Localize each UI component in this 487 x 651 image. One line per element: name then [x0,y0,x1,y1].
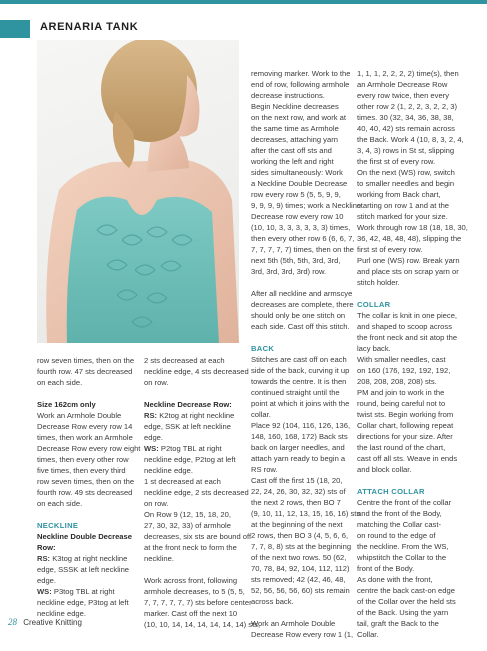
text-line: Cast off the first 15 (18, 20, [251,476,343,485]
text-line: point at which it joins with the [251,399,350,408]
text-line: Collar. [357,630,379,639]
text-line: next 5th (5th, 5th, 3rd, 3rd, [251,256,341,265]
text-line: 3, 4, 3) rows in St st, slipping [357,146,455,155]
text-line: edge. [37,576,57,585]
rs-label: RS: [37,554,51,563]
text-line: P3tog TBL at right [51,587,115,596]
text-line: K3tog at right neckline [50,554,128,563]
text-line: and block collar. [357,465,412,474]
text-line: 40, 40, 42) sts remain across [357,124,455,133]
text-line: With smaller needles, cast [357,355,446,364]
text-line: to smaller needles and begin [357,179,455,188]
page-footer [8,617,82,627]
text-line: edge. [144,433,164,442]
text-line: the neckline. From the WS, [357,542,449,551]
text-line: RS row. [251,465,278,474]
text-line: on row. [144,378,169,387]
page-title: ARENARIA TANK [40,21,139,33]
text-line: 7, 7, 8, 8) sts at the beginning [251,542,352,551]
text-line: neckline. [144,554,174,563]
model-photo [37,40,239,343]
text-line: across back. [251,597,294,606]
text-line: edge, SSK at left neckline [144,422,231,431]
text-line: stitch marked for your size. [357,212,448,221]
text-line: working from Back chart, [357,190,441,199]
text-line: Begin Neckline decreases [251,102,339,111]
model-photo-icon [37,40,239,343]
text-line: As done with the front, [357,575,433,584]
text-line: the same time as Armhole [251,124,339,133]
text-line: the first st of every row. [357,157,436,166]
ws-label: WS: [37,587,52,596]
col4-para-1 [357,68,468,288]
text-line: then every other row 6 (6, 6, 7, [251,234,355,243]
text-line: times, then work an Armhole [37,433,133,442]
text-line: starting on row 1 and at the [357,201,450,210]
text-line: neckline edge. [144,466,193,475]
text-line: towards the centre. It is then [251,377,347,386]
text-line: every row twice, then every [357,91,450,100]
subheading: Neckline Double Decrease [37,532,132,541]
col3-para-1 [251,68,362,277]
text-line: 148, 160, 168, 172) Back sts [251,432,348,441]
text-line: 52, 56, 56, 56, 60) sts remain [251,586,350,595]
text-line: and the front of the Body, [357,509,442,518]
text-line: 3rd, 3rd, 3rd, 3rd) row. [251,267,327,276]
text-line: directions for your size. After [357,432,453,441]
text-line: 27, 30, 32, 33) of armhole [144,521,231,530]
text-line: Work across front, following [144,576,238,585]
text-line: edge, SSSK at left neckline [37,565,130,574]
text-line: side of the back, curving it up [251,366,350,375]
text-line: removing marker. Work to the [251,69,351,78]
text-line: row every row 5 (5, 5, 9, 9, [251,190,341,199]
text-line: row seven times, then on the [37,356,135,365]
text-line: row seven times, then on the [37,477,135,486]
magazine-name: Creative Knitting [23,618,82,627]
text-line: sides simultaneously: Work [251,168,343,177]
text-line: sts removed; 42 (42, 46, 48, [251,575,346,584]
text-line: neckline edge, 4 sts decreased [144,367,249,376]
ws-label: WS: [144,444,159,453]
text-line: 2 rows, then BO 3 (4, 5, 6, 6, [251,531,349,540]
text-line: 2 sts decreased at each [144,356,225,365]
text-line: front of the Body. [357,564,415,573]
text-line: whipstitch the Collar to the [357,553,447,562]
text-line: 70, 78, 84, 92, 104, 112, 112) [251,564,350,573]
text-line: the next 2 rows, then BO 7 [251,498,341,507]
text-line: 1, 1, 1, 2, 2, 2, 2) time(s), then [357,69,459,78]
text-line: Work through row 18 (18, 18, 30, [357,223,468,232]
text-line: Collar chart, following repeat [357,421,454,430]
text-line: Decrease Row every row eight [37,444,141,453]
subheading: Row: [37,543,56,552]
text-line: cast off all sts. Weave in ends [357,454,458,463]
text-line: neckline edge, P2tog at left [144,455,236,464]
text-line: fourth row. 47 sts decreased [37,367,133,376]
text-line: on each side. [37,499,83,508]
top-accent-bar [0,0,487,4]
text-line: Decrease Row every row 1 (1, [251,630,354,639]
col4-para-2 [357,310,458,475]
text-line: on row. [144,499,169,508]
text-line: P2tog TBL at right [158,444,222,453]
text-line: attach yarn ready to begin a [251,454,346,463]
text-line: 9, 9, 9, 9) times; work a Neckline [251,201,362,210]
text-line: 7, 7, 7, 7, 7, 7) sts before center [144,598,252,607]
text-line: on round to the edge of [357,531,436,540]
text-line: 22, 24, 26, 30, 32, 32) sts of [251,487,346,496]
text-line: marker. Cast off the next 10 [144,609,238,618]
text-line: at the beginning of the next [251,520,343,529]
text-line: neckline edge. [37,609,86,618]
text-line: other row 2 (1, 2, 2, 3, 2, 2, 3) [357,102,458,111]
text-line: the front neck and sit atop the [357,333,458,342]
col4-para-3 [357,497,454,640]
text-column-4 [357,68,468,651]
text-line: On Row 9 (12, 15, 18, 20, [144,510,231,519]
text-line: Place 92 (104, 116, 126, 136, [251,421,351,430]
text-line: Work an Armhole Double [251,619,336,628]
section-heading-neckline: NECKLINE [37,521,79,530]
text-line: the Back. Work 4 (10, 8, 3, 2, 4, [357,135,464,144]
text-line: Stitches are cast off on each [251,355,347,364]
text-line: round, being careful not to [357,399,446,408]
text-line: times. 30 (32, 34, 36, 38, 38, [357,113,454,122]
text-line: of the Back. Using the yarn [357,608,449,617]
text-line: decreases, six sts are bound off [144,532,252,541]
col3-para-4 [251,618,354,640]
text-line: first st of every row. [357,245,423,254]
section-heading-collar: COLLAR [357,300,391,309]
col3-para-3 [251,354,361,607]
text-line: The collar is knit in one piece, [357,311,458,320]
text-line: of the next two rows. 50 (62, [251,553,347,562]
rs-label: RS: [144,411,158,420]
text-line: the last round of the chart, [357,443,446,452]
text-line: On the next (WS) row, switch [357,168,455,177]
section-heading-attach-collar: ATTACH COLLAR [357,487,425,496]
text-line: (9, 10, 11, 12, 13, 15, 16, 16) sts [251,509,361,518]
text-line: fourth row. 49 sts decreased [37,488,133,497]
text-line: on 160 (176, 192, 192, 192, [357,366,451,375]
text-line: PM and join to work in the [357,388,445,397]
text-line: collar. [251,410,271,419]
text-column-1 [37,355,141,619]
text-line: Decrease Row every row 14 [37,422,133,431]
text-line: twist sts. Begin working from [357,410,454,419]
text-line: after the cast off sts and [251,146,332,155]
text-line: neckline edge, 2 sts decreased [144,488,249,497]
text-line: and shaped to scoop across [357,322,452,331]
text-line: lacy back. [357,344,391,353]
text-line: 1 st decreased at each [144,477,221,486]
subheading: Neckline Decrease Row: [144,400,232,409]
text-line: continued straight until the [251,388,340,397]
text-line: a Neckline Double Decrease [251,179,348,188]
text-line: on the next row, and work at [251,113,346,122]
text-line: neckline edge, P3tog at left [37,598,129,607]
text-line: (10, 10, 14, 14, 14, 14, 14, 14) sts, [144,620,261,629]
text-line: decrease instructions. [251,91,325,100]
text-column-3 [251,68,362,651]
section-heading-back: BACK [251,344,275,353]
page-number: 28 [8,617,17,627]
text-line: times, then every other row [37,455,129,464]
text-line: back on larger needles, and [251,443,345,452]
text-line: on each side. [37,378,83,387]
text-line: and place sts on scrap yarn or [357,267,459,276]
text-line: tail, graft the Back to the [357,619,439,628]
text-line: of the Collar over the held sts [357,597,456,606]
text-line: 7, 7, 7, 7, 7) times, then on the [251,245,354,254]
text-line: K2tog at right neckline [157,411,235,420]
text-line: each side. Cast off this stitch. [251,322,350,331]
text-line: Decrease row every row 10 [251,212,344,221]
col3-para-2 [251,288,354,332]
text-line: decreases are complete, there [251,300,354,309]
text-line: After all neckline and armscye [251,289,353,298]
text-line: Centre the front of the collar [357,498,452,507]
text-line: centre the back cast-on edge [357,586,455,595]
text-line: five times, then every third [37,466,126,475]
text-line: decreases, attaching yarn [251,135,338,144]
text-line: an Armhole Decrease Row [357,80,448,89]
text-line: armhole decreases, to 5 (5, 5, [144,587,245,596]
text-line: at the front neck to form the [144,543,237,552]
text-line: working the left and right [251,157,334,166]
text-line: (10, 10, 3, 3, 3, 3, 3, 3) times, [251,223,351,232]
text-line: stitch holder. [357,278,400,287]
size-heading: Size 162cm only [37,400,96,409]
text-line: 36, 42, 48, 48, 48), slipping the [357,234,462,243]
text-line: 208, 208, 208, 208) sts. [357,377,437,386]
text-line: Purl one (WS) row. Break yarn [357,256,460,265]
section-tab-marker [0,20,30,38]
text-line: should only be one stitch on [251,311,346,320]
text-line: Work an Armhole Double [37,411,122,420]
text-line: end of row, following armhole [251,80,350,89]
text-line: matching the Collar cast- [357,520,441,529]
